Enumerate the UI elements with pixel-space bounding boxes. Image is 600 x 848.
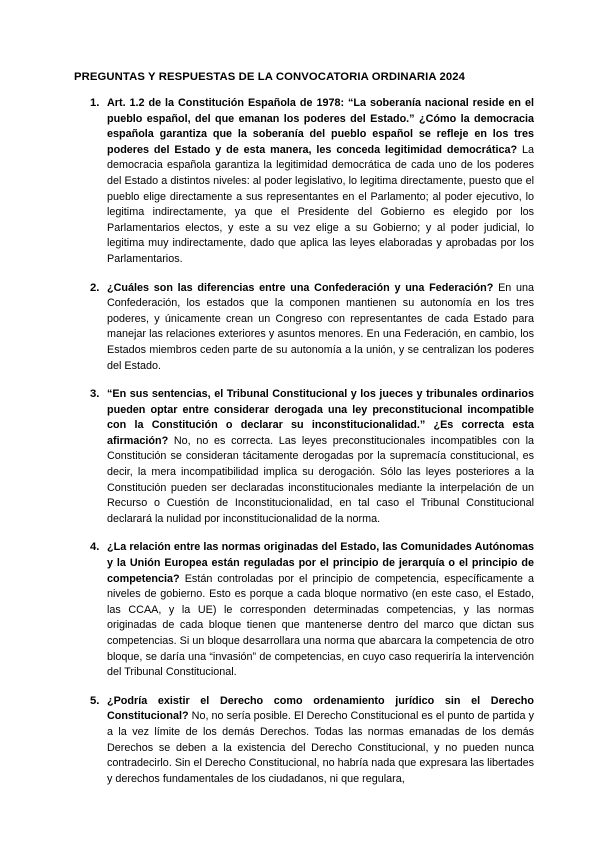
question-text: ¿Podría existir el Derecho como ordenamiento jurídico sin el Derecho Constitucional?	[107, 694, 534, 723]
answer-text: Están controladas por el principio de competencia, específicamente a niveles de gobierno. Esto es porque a cada bloque normativo (en este caso, el Estado, las CCAA, y la UE) le corresponden determinadas competencias, y las normas originadas de cada bloque tienen que mantenerse dentro del marco que dictan sus competencias. Si un bloque desarrollara una norma que abarcara la competencia de otro bloque, se daría una “invasión” de competencias, en cuyo caso requeriría la intervención del Tribunal Constitucional.	[107, 572, 535, 679]
item-number: 5.	[90, 694, 100, 707]
item-body	[107, 694, 534, 788]
question-text: ¿Cuáles son las diferencias entre una Confederación y una Federación?	[107, 281, 494, 294]
item-body	[107, 96, 534, 268]
document-title: PREGUNTAS Y RESPUESTAS DE LA CONVOCATORIA ORDINARIA 2024	[74, 71, 466, 83]
answer-text: En una Confederación, los estados que la componen mantienen su autonomía en los tres poderes, y únicamente crean un Congreso con representantes de cada Estado para manejar las relaciones exteriores y asuntos menores. En una Federación, en cambio, los Estados miembros ceden parte de su autonomía a la unión, y se centralizan los poderes del Estado.	[107, 281, 535, 372]
qa-item-2	[74, 281, 534, 375]
qa-item-4	[74, 540, 534, 680]
question-text: ¿La relación entre las normas originadas del Estado, las Comunidades Autónomas y la Unión Europea están reguladas por el principio de jerarquía o el principio de competencia?	[107, 541, 534, 585]
item-body	[107, 387, 534, 527]
qa-list	[74, 96, 534, 800]
item-number: 4.	[90, 541, 100, 554]
question-text: Art. 1.2 de la Constitución Española de 1978: “La soberanía nacional reside en el pueblo español, del que emanan los poderes del Estado.” ¿Cómo la democracia española garantiza que la soberanía del pueblo español se refleje en los tres poderes del Estado y de esta manera, les conceda legitimidad democrática?	[107, 97, 534, 156]
qa-item-1	[74, 96, 534, 268]
answer-text: No, no sería posible. El Derecho Constitucional es el punto de partida y a la vez límite de los demás Derechos. Todas las normas emanadas de los demás Derechos se deben a la existencia del Derecho Constitucional, y no pueden nunca contradecirlo. Sin el Derecho Constitucional, no habría nada que expresara las libertades y derechos fundamentales de los ciudadanos, ni que regulara,	[107, 710, 535, 785]
item-body	[107, 540, 534, 680]
question-text: “En sus sentencias, el Tribunal Constitucional y los jueces y tribunales ordinarios pueden optar entre considerar derogada una ley preconstitucional incompatible con la Constitución o declarar su inconstitucionalidad.” ¿Es correcta esta afirmación?	[107, 388, 534, 447]
qa-item-3	[74, 387, 534, 527]
answer-text: La democracia española garantiza la legitimidad democrática de cada uno de los poderes del Estado a distintos niveles: al poder legislativo, lo legitima directamente, puesto que el pueblo elige directamente a sus representantes en el Parlamento; al poder ejecutivo, lo legitima indirectamente, ya que el Presidente del Gobierno es elegido por los Parlamentarios electos, y este a su vez elige a su Gobierno; y al poder judicial, lo legitima muy indirectamente, dado que aplica las leyes elaboradas y aprobadas por los Parlamentarios.	[107, 143, 534, 265]
item-number: 1.	[90, 97, 100, 109]
item-number: 3.	[90, 388, 100, 401]
item-body	[107, 281, 534, 375]
item-number: 2.	[90, 281, 100, 294]
qa-item-5	[74, 694, 534, 788]
answer-text: No, no es correcta. Las leyes preconstitucionales incompatibles con la Constitución se consideran tácitamente derogadas por la supremacía constitucional, es decir, la mera incompatibilidad implica su derogación. Sólo las leyes posteriores a la Constitución pueden ser declaradas inconstitucionales mediante la interpelación de un Recurso o Cuestión de Inconstitucionalidad, en tal caso el Tribunal Constitucional declarará la nulidad por inconstitucionalidad de la norma.	[107, 434, 534, 525]
